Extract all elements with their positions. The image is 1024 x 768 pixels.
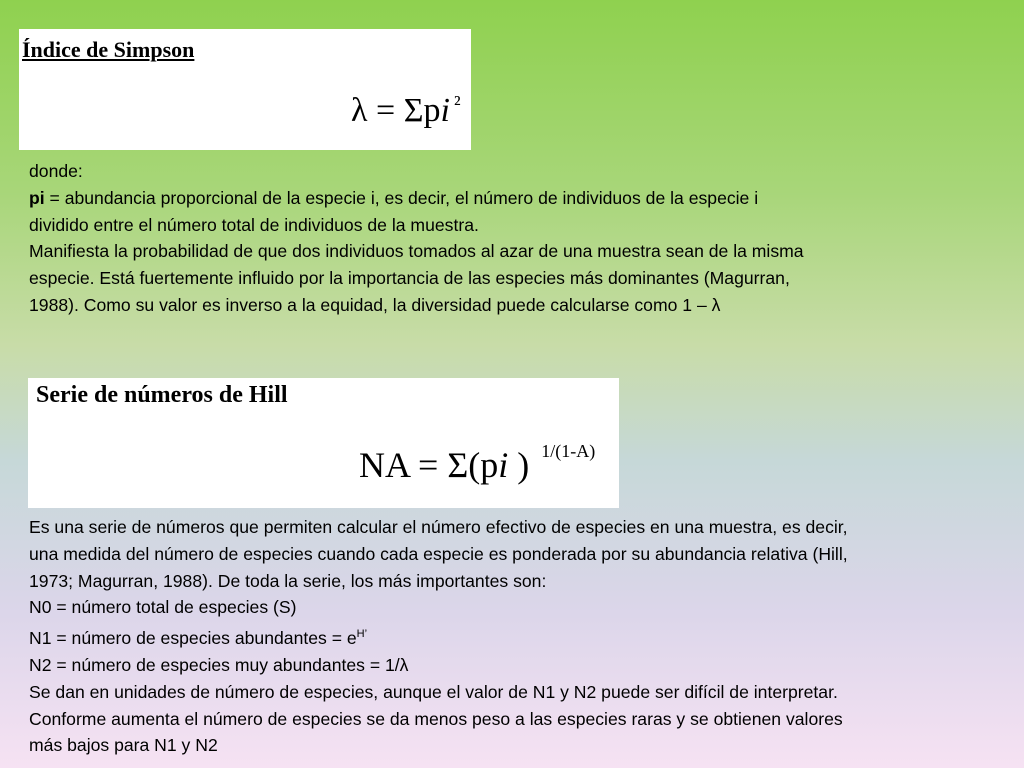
simpson-line-5: especie. Está fuertemente influido por la importancia de las especies más dominantes (Magurran, <box>29 268 790 289</box>
hill-line-n0: N0 = número total de especies (S) <box>29 597 297 618</box>
hill-line-n1: N1 = número de especies abundantes = $e^{H’}$ <box>29 628 368 649</box>
hill-line-1: Es una serie de números que permiten calcular el número efectivo de especies en una muestra, es decir, <box>29 517 848 537</box>
hill-title: Serie de números de Hill <box>36 382 288 408</box>
hill-line-7: Se dan en unidades de número de especies, aunque el valor de N1 y N2 puede ser difícil de interpretar. <box>29 681 838 702</box>
simpson-formula-box <box>19 29 471 150</box>
hill-line-9: más bajos para N1 y N2 <box>29 735 218 756</box>
squared-exponent: ² <box>453 91 461 116</box>
pi-label: pi <box>29 187 45 208</box>
simpson-line-2: pi = abundancia proporcional de la especie i, es decir, el número de individuos de la especie i <box>29 187 759 208</box>
simpson-line-3: dividido entre el número total de individuos de la muestra. <box>29 214 479 235</box>
hill-line-2: una medida del número de especies cuando cada especie es ponderada por su abundancia relativa (Hill, <box>29 543 848 564</box>
i-subscript: i <box>498 445 509 485</box>
simpson-line-4: Manifiesta la probabilidad de que dos individuos tomados al azar de una muestra sean de la misma <box>29 241 804 262</box>
simpson-title: Índice de Simpson <box>22 37 195 62</box>
simpson-formula <box>351 91 461 130</box>
hill-exponent: 1/(1-A) <box>541 441 596 461</box>
p-open: (p <box>468 445 499 485</box>
h-prime-exponent: H’ <box>356 628 368 641</box>
sigma-symbol: Σ <box>403 92 424 129</box>
sigma-symbol: Σ <box>447 445 469 485</box>
hill-formula-box <box>28 378 619 508</box>
lambda-symbol: λ <box>351 92 368 129</box>
simpson-line-1: donde: <box>29 161 83 181</box>
p-close: ) <box>508 445 530 485</box>
simpson-description <box>29 158 1004 319</box>
p-variable: p <box>423 92 441 129</box>
simpson-line-6: 1988). Como su valor es inverso a la equidad, la diversidad puede calcularse como 1 – λ <box>29 294 721 315</box>
hill-line-n2: N2 = número de especies muy abundantes = 1/λ <box>29 654 409 675</box>
hill-line-3: 1973; Magurran, 1988). De toda la serie, los más importantes son: <box>29 570 547 591</box>
i-subscript: i <box>440 92 450 129</box>
na-symbol: NA <box>359 445 410 485</box>
hill-line-8: Conforme aumenta el número de especies se da menos peso a las especies raras y se obtienen valores <box>29 708 843 729</box>
equals-sign: = <box>418 445 439 485</box>
hill-formula <box>359 441 596 486</box>
hill-description <box>29 514 1014 759</box>
equals-sign: = <box>376 92 396 129</box>
